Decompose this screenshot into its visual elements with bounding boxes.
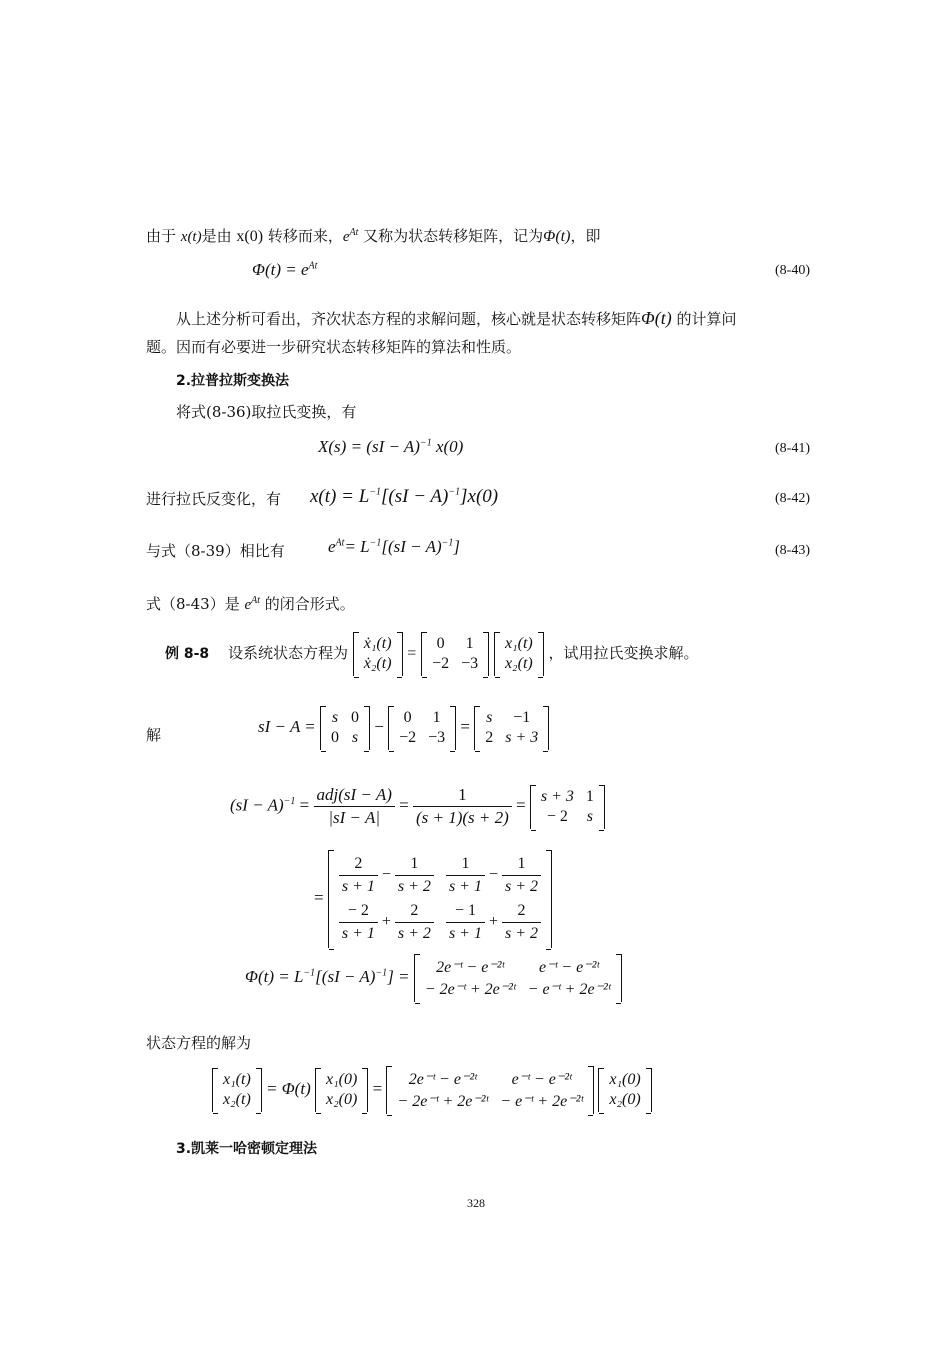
matrix-A2 <box>388 706 456 750</box>
denominator: s + 2 <box>397 925 431 942</box>
math-text: [(sI − A) <box>381 537 442 556</box>
text: ，即 <box>570 227 601 245</box>
denominator: s + 1 <box>448 878 482 895</box>
equation-number: (8-42) <box>775 491 810 506</box>
cell: s <box>486 709 493 726</box>
equation-8-40 <box>252 260 317 280</box>
text: 式（8-43）是 <box>146 595 245 613</box>
numerator: 2 <box>395 900 434 923</box>
cell: 1 <box>585 787 594 805</box>
heading-cayley-hamilton: 3.凯莱一哈密顿定理法 <box>176 1141 318 1157</box>
cell: 2 <box>485 729 494 746</box>
numerator: 1 <box>446 853 485 876</box>
cell: x₂(0) <box>609 1091 641 1108</box>
math-sup: −1 <box>303 967 316 979</box>
math-text: sI − A = <box>258 716 316 736</box>
math-phi: Φ(t) <box>543 228 571 245</box>
math-sup: At <box>308 260 318 272</box>
equation-8-43 <box>328 537 460 557</box>
matrix-phi <box>414 954 622 1002</box>
example-8-8: 例 8-8 设系统状态方程为 ẋ₁(t) ẋ₂(t) = 0 1 −2 −3 x₁(t) x₂(t) ，试用拉氏变换求解。 <box>165 632 699 676</box>
text: 由于 <box>146 227 181 245</box>
cell: ẋ₁(t) <box>363 635 392 652</box>
equation-8-42 <box>310 486 498 508</box>
text: 转移而来， <box>263 227 343 245</box>
cell: −1 <box>513 709 531 726</box>
paragraph-solution: 状态方程的解为 <box>146 1034 252 1052</box>
math-text: = Φ(t) <box>266 1078 311 1098</box>
fraction-adj <box>314 784 395 829</box>
denominator: s + 2 <box>397 878 431 895</box>
text: 的计算问 <box>671 310 737 328</box>
cell: 1 <box>465 635 474 652</box>
equation-inverse: (sI − A)$^{-1}$ = $\frac{\text{adj(sI − A)}}{|sI - A|}$ = $\frac{1}{(s + 1)(s + 2)}$ = s + 3 1 − 2 s <box>230 784 605 829</box>
cell: ẋ₂(t) <box>363 655 392 672</box>
math-text: = L <box>344 537 370 556</box>
cell: 2e⁻ᵗ − e⁻²ᵗ <box>436 959 505 976</box>
math-sup: At <box>335 537 345 549</box>
numerator: 2 <box>502 900 541 923</box>
cell: s + 3 <box>540 787 574 805</box>
cell: − e⁻ᵗ + 2e⁻²ᵗ <box>500 1093 584 1110</box>
paragraph-core-line2: 题。因而有必要进一步研究状态转移矩阵的算法和性质。 <box>146 338 522 356</box>
cell: 1 <box>432 709 441 726</box>
matrix-A <box>421 632 489 676</box>
matrix-x0-final <box>598 1068 651 1112</box>
denominator: |sI − A| <box>328 808 381 827</box>
cell: − 2e⁻ᵗ + 2e⁻²ᵗ <box>397 1093 489 1110</box>
cell: x₁(t) <box>504 635 533 652</box>
equation-partial-fractions: = $\frac{2}{s + 1}$ − $\frac{1}{s + 2}$ $\frac{1}{s + 1}$ − $\frac{1}{s + 2}$ $\frac{- 2}{s + 1}$ + $\frac{2}{s + 2}$ $\frac{- 1}{s + 1}$ + $\frac{2}{s + 2}$ <box>314 850 552 948</box>
math-text: x(t) = L <box>310 486 370 507</box>
heading-laplace: 2.拉普拉斯变换法 <box>176 373 290 389</box>
paragraph-core <box>176 307 840 330</box>
math-sup: −1 <box>448 486 461 498</box>
cell: $\frac{- 1}{s + 1}$ + $\frac{2}{s + 2}$ <box>440 899 547 946</box>
matrix-phi-final <box>386 1066 594 1114</box>
equation-sI-A: sI − A = s 0 0 s − 0 1 −2 −3 = s −1 2 s + 3 <box>258 706 549 750</box>
cell: x₂(t) <box>223 1091 251 1108</box>
example-label: 例 8-8 <box>165 646 210 662</box>
denominator: s + 2 <box>505 925 539 942</box>
matrix-x0 <box>315 1068 368 1112</box>
paragraph-laplace: 将式(8-36)取拉氏变换，有 <box>176 403 357 421</box>
cell: x₁(0) <box>325 1071 358 1088</box>
equation-number: (8-43) <box>775 543 810 558</box>
numerator: 2 <box>339 853 378 876</box>
math-xt: x(t) <box>180 229 202 245</box>
fraction <box>446 900 485 945</box>
matrix-result <box>474 706 549 750</box>
math-text: ]x(0) <box>460 486 499 507</box>
cell: 0 <box>331 729 339 746</box>
math-x0: x(0) <box>236 228 264 245</box>
numerator: − 1 <box>446 900 485 923</box>
denominator: s + 1 <box>341 925 375 942</box>
text: ，试用拉氏变换求解。 <box>548 644 699 662</box>
math-e: e <box>328 537 336 556</box>
fraction-det <box>413 784 512 829</box>
cell: − e⁻ᵗ + 2e⁻²ᵗ <box>527 981 611 998</box>
cell: x₂(t) <box>504 655 533 672</box>
cell: x₁(0) <box>609 1071 641 1088</box>
equation-8-42-lead: 进行拉氏反变化，有 <box>146 490 282 508</box>
math-sup: −1 <box>441 537 454 549</box>
equation-final <box>212 1066 652 1114</box>
cell: $\frac{1}{s + 1}$ − $\frac{1}{s + 2}$ <box>440 852 547 899</box>
denominator: s + 2 <box>505 878 539 895</box>
text: 又称为状态转移矩阵，记为 <box>358 227 544 245</box>
cell: s <box>586 807 594 825</box>
cell: −2 <box>432 655 450 672</box>
math-text: Φ(t) = L <box>245 966 304 986</box>
equation-8-43-lead: 与式（8-39）相比有 <box>146 542 285 560</box>
text: 的闭合形式。 <box>260 595 355 613</box>
math-sup: −1 <box>283 795 296 807</box>
equation-number: (8-40) <box>775 263 810 278</box>
numerator: adj(sI − A) <box>314 784 395 807</box>
matrix-xt <box>212 1068 262 1112</box>
matrix-partial <box>328 850 552 948</box>
fraction <box>502 853 541 898</box>
cell: 2e⁻ᵗ − e⁻²ᵗ <box>408 1071 477 1088</box>
math-text: ] = <box>387 966 410 986</box>
math-sup: At <box>251 595 261 606</box>
paragraph-closed-form <box>146 590 810 616</box>
numerator: 1 <box>395 853 434 876</box>
math-sup: −1 <box>419 437 432 449</box>
math-sup: −1 <box>369 486 382 498</box>
math-text: [(sI − A) <box>381 486 449 507</box>
math-text: Φ(t) = e <box>252 260 309 279</box>
cell: e⁻ᵗ − e⁻²ᵗ <box>539 959 600 976</box>
fraction <box>446 853 485 898</box>
math-e: e <box>342 229 350 245</box>
fraction <box>502 900 541 945</box>
matrix-adj <box>530 785 605 829</box>
fraction <box>339 853 378 898</box>
math-sup: −1 <box>375 967 388 979</box>
cell: s + 3 <box>505 729 539 746</box>
denominator: s + 1 <box>448 925 482 942</box>
cell: x₁(t) <box>223 1071 251 1088</box>
math-text: X(s) = (sI − A) <box>318 437 420 456</box>
cell: $\frac{- 2}{s + 1}$ + $\frac{2}{s + 2}$ <box>333 899 440 946</box>
equation-8-41 <box>318 437 463 457</box>
cell: 0 <box>403 709 412 726</box>
text: 是由 <box>201 227 237 245</box>
numerator: − 2 <box>339 900 378 923</box>
math-phi: Φ(t) <box>641 308 672 328</box>
cell: $\frac{2}{s + 1}$ − $\frac{1}{s + 2}$ <box>333 852 440 899</box>
math-sup: −1 <box>369 537 382 549</box>
equation-phi <box>245 954 622 1002</box>
cell: x₂(0) <box>325 1091 358 1108</box>
paragraph-state-transition <box>146 222 810 248</box>
math-text: [(sI − A) <box>315 966 376 986</box>
math-text: = <box>372 1078 383 1098</box>
numerator: 1 <box>502 853 541 876</box>
equation-number: (8-41) <box>775 441 810 456</box>
cell: e⁻ᵗ − e⁻²ᵗ <box>511 1071 572 1088</box>
denominator: (s + 1)(s + 2) <box>415 808 509 827</box>
cell: s <box>351 729 359 746</box>
cell: −3 <box>428 729 446 746</box>
matrix-xdot <box>353 632 403 676</box>
text: 设系统状态方程为 <box>227 644 348 662</box>
cell: 0 <box>351 709 359 726</box>
text: 从上述分析可看出，齐次状态方程的求解问题，核心就是状态转移矩阵 <box>176 310 642 328</box>
cell: −2 <box>399 729 417 746</box>
cell: − 2 <box>546 807 568 825</box>
matrix-sI <box>320 706 370 750</box>
solution-label: 解 <box>146 726 162 744</box>
math-sup: At <box>349 227 359 238</box>
math-text: ] <box>453 537 461 556</box>
fraction <box>339 900 378 945</box>
fraction <box>395 900 434 945</box>
page-number: 328 <box>467 1196 485 1210</box>
matrix-x <box>494 632 544 676</box>
cell: − 2e⁻ᵗ + 2e⁻²ᵗ <box>424 981 516 998</box>
denominator: s + 1 <box>341 878 375 895</box>
cell: 0 <box>436 635 445 652</box>
math-e: e <box>244 597 252 613</box>
cell: −3 <box>461 655 479 672</box>
cell: s <box>331 709 339 726</box>
math-text: (sI − A) <box>230 795 284 815</box>
math-text: x(0) <box>431 437 464 456</box>
numerator: 1 <box>413 784 512 807</box>
fraction <box>395 853 434 898</box>
